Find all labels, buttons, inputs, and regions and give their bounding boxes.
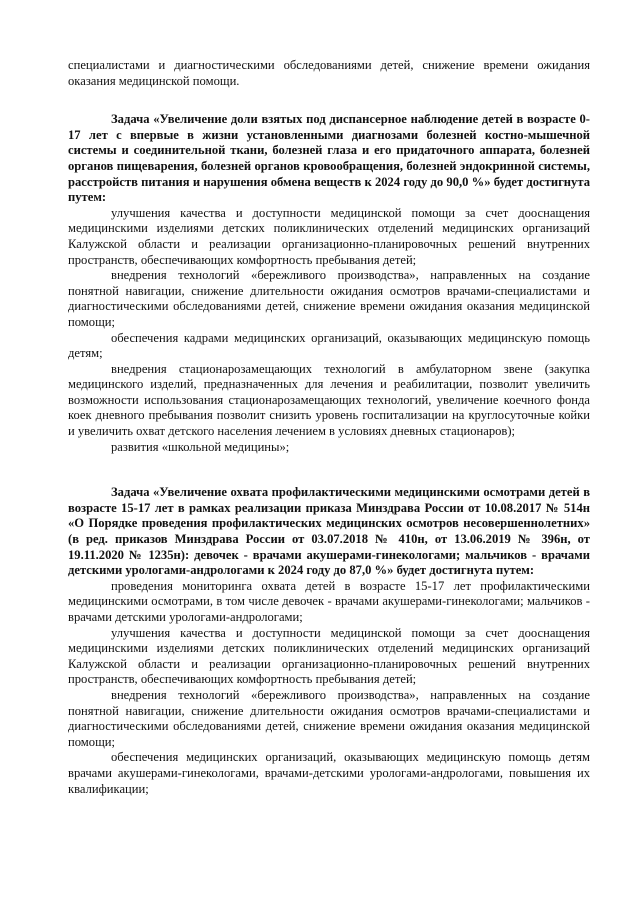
task-1-item: обеспечения кадрами медицинских организаций, оказывающих медицинскую помощь детям; [68, 330, 590, 361]
intro-paragraph: специалистами и диагностическими обследованиями детей, снижение времени ожидания оказания медицинской помощи. [68, 58, 590, 88]
task-2-item: проведения мониторинга охвата детей в возрасте 15-17 лет профилактическими медицинскими осмотрами, в том числе девочек - врачами акушерами-гинекологами; мальчиков - врачами детскими урологами-андрологами; [68, 578, 590, 624]
task-2-item: улучшения качества и доступности медицинской помощи за счет дооснащения медицинскими изделиями детских поликлинических отделений медицинских организаций Калужской области и реализации организационно-планировочных решений внутренних пространств, обеспечивающих комфортность пребывания детей; [68, 625, 590, 687]
task-2-item: внедрения технологий «бережливого производства», направленных на создание понятной навигации, снижение длительности ожидания осмотров врачами-специалистами и диагностическими обследованиями детей, снижение времени ожидания оказания медицинской помощи; [68, 687, 590, 749]
task-2-title: Задача «Увеличение охвата профилактическими медицинскими осмотрами детей в возрасте 15-17 лет в рамках реализации приказа Минздрава России от 10.08.2017 № 514н «О Порядке проведения профилактических медицинских осмотров несовершеннолетних» (в ред. приказов Минздрава России от 03.07.2018 № 410н, от 13.06.2019 № 396н, от 19.11.2020 № 1235н): девочек - врачами акушерами-гинекологами; мальчиков - врачами детскими урологами-андрологами к 2024 году до 87,0 %» будет достигнута путем: [68, 485, 590, 578]
task-1-title: Задача «Увеличение доли взятых под диспансерное наблюдение детей в возрасте 0-17 лет с впервые в жизни установленными диагнозами болезней костно-мышечной системы и соединительной ткани, болезней глаза и его придаточного аппарата, болезней органов пищеварения, болезней органов кровообращения, болезней эндокринной системы, расстройств питания и нарушения обмена веществ к 2024 году до 90,0 %» будет достигнута путем: [68, 112, 590, 205]
task-1-item: развития «школьной медицины»; [111, 439, 290, 454]
task-1-item: внедрения технологий «бережливого производства», направленных на создание понятной навигации, снижение длительности ожидания осмотров врачами-специалистами и диагностическими обследованиями детей, снижение времени ожидания оказания медицинской помощи; [68, 268, 590, 329]
document-page [68, 58, 590, 797]
task-1-item: улучшения качества и доступности медицинской помощи за счет дооснащения медицинскими изделиями детских поликлинических отделений медицинских организаций Калужской области и реализации организационно-планировочных решений внутренних пространств, обеспечивающих комфортность пребывания детей; [68, 205, 590, 267]
task-2-item: обеспечения медицинских организаций, оказывающих медицинскую помощь детям врачами акушерами-гинекологами, врачами-детскими урологами-андрологами, повышения их квалификации; [68, 750, 590, 796]
task-1-item: внедрения стационарозамещающих технологий в амбулаторном звене (закупка медицинского изделий, предназначенных для лечения и реабилитации, позволит увеличить возможности использования стационарозамещающих технологий, увеличение коечного фонда коек дневного пребывания позволит снизить уровень госпитализации на круглосуточные койки и увеличить охват детского населения лечением в условиях дневных стационаров); [68, 361, 590, 439]
